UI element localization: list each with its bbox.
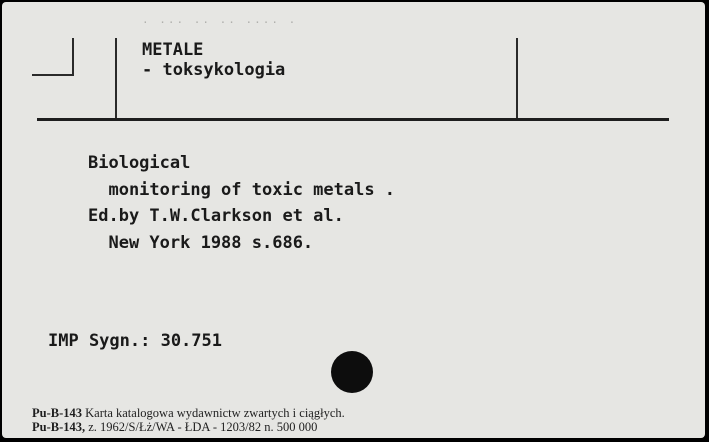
subject-line-2: - toksykologia	[142, 60, 286, 80]
bibliographic-entry	[88, 150, 395, 256]
footer-line-2	[32, 420, 345, 434]
footer-form-code-1: Pu-B-143	[32, 406, 82, 420]
catalog-card	[2, 2, 705, 438]
header-bottom-rule	[37, 118, 669, 121]
subject-heading	[142, 40, 285, 80]
header-divider-left	[115, 38, 117, 118]
entry-line-3: Ed.by T.W.Clarkson et al.	[88, 206, 344, 226]
corner-rule-vertical	[72, 38, 74, 76]
call-number: IMP Sygn.: 30.751	[48, 331, 222, 351]
entry-line-2: monitoring of toxic metals .	[88, 179, 396, 200]
entry-line-4: New York 1988 s.686.	[88, 232, 314, 253]
card-form-footer	[32, 406, 345, 434]
entry-line-1: Biological	[88, 153, 191, 173]
footer-text-2: z. 1962/S/Łż/WA - ŁDA - 1203/82 n. 500 000	[85, 420, 318, 434]
punch-hole	[331, 351, 373, 393]
footer-form-code-2: Pu-B-143,	[32, 420, 86, 434]
footer-line-1	[32, 406, 345, 420]
corner-rule-horizontal	[32, 74, 74, 76]
subject-line-1: METALE	[142, 40, 204, 60]
footer-text-1: Karta katalogowa wydawnictw zwartych i ciągłych.	[82, 406, 345, 420]
faint-overprint-text: · ··· ·· ·· ···· ·	[142, 16, 298, 29]
header-divider-right	[516, 38, 518, 118]
